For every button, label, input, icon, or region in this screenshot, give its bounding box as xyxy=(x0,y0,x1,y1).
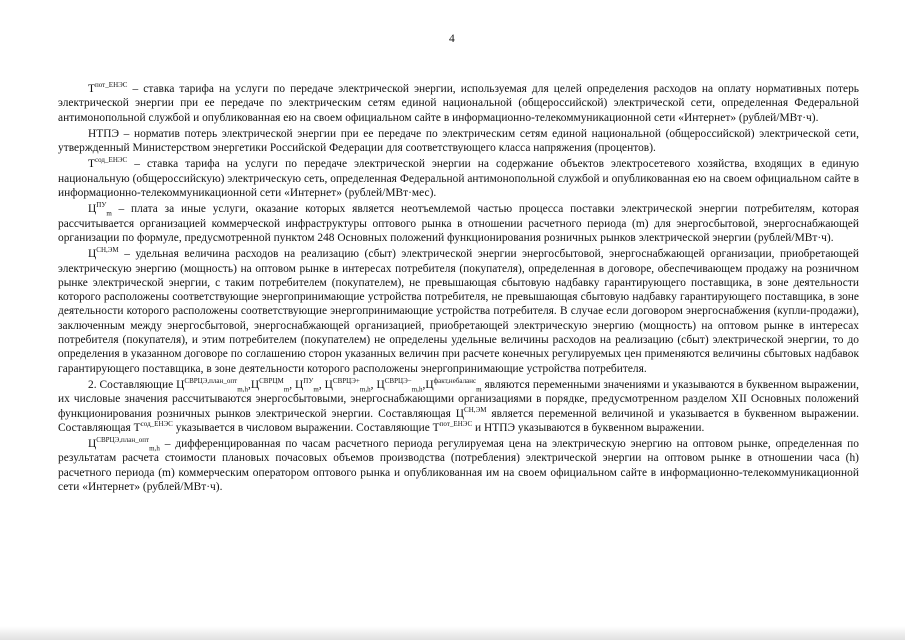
paragraph-tpot: $T^{пот\_ЕНЭС}$ – ставка тарифа на услуги по передаче электрической энергии, используемая для целей определения расходов на оплату нормативных потерь электрической энергии при ее передаче по электрическим сетям единой национальной (общероссийской) электрической сети, определенная Федеральной антимонопольной службой и опубликованная ею на своем официальном сайте в информационно-телекоммуникационной сети «Интернет» (рублей/МВт·ч). xyxy=(58,81,859,124)
symbol-tpot-2: $T^{пот\_ЕНЭС}$ xyxy=(432,420,473,434)
symbol-cn-em: $Ц^{СН,ЭМ}$ xyxy=(455,405,487,420)
document-body xyxy=(58,82,859,496)
paragraph-ntpe: НТПЭ – норматив потерь электрической энергии при ее передаче по электрическим сетям единой национальной (общероссийской) электрической сети, утвержденный Министерством энергетики Российской Федерации для соответствующего класса напряжения (процентов). xyxy=(58,127,859,155)
paragraph-components: 2. Составляющие $Ц^{СВРЦЭ,плaн\_опт}_{m,h},Ц^{СВРЦМ}_m$, $Ц^{ПУ}_m$, $Ц^{СВРЦЭ+}_{m,h}$, $Ц^{СВРЦЭ-}_{m,h},Ц^{факт,небаланс}_m$ являются переменными значениями и указываются в буквенном выражении, их числовые значения рассчитываются энергосбытовыми, энергоснабжающими организациями в порядке, предусмотренном разделом XII Основных положений функционирования розничных рынков электрической энергии. Составляющая $Ц^{СН,ЭМ}$ является переменной величиной и указывается в буквенном выражении. Составляющая $T^{сод\_ЕНЭС}$ указывается в числовом выражении. Составляющие $T^{пот\_ЕНЭС}$ и НТПЭ указываются в буквенном выражении. xyxy=(58,377,859,434)
symbol-tsod: $T^{сод\_ЕНЭС}$ xyxy=(88,156,128,171)
paragraph-svrce-plan-opt: $Ц^{СВРЦЭ,план\_опт}_{m,h}$ – дифференцированная по часам расчетного периода регулируемая цена на электрическую энергию на оптовом рынке, определенная по результатам расчета стоимости плановых почасовых объемов производства (потребления) электрической энергии на оптовом рынке в отношении часа (h) расчетного периода (m) коммерческим оператором оптового рынка и опубликованная им на своем официальном сайте в информационно-телекоммуникационной сети «Интернет» (рублей/МВт·ч). xyxy=(58,436,859,494)
symbol-fakt-nebalans: $Ц^{факт,небаланс}_m$ xyxy=(425,377,482,394)
paragraph-tsod: $T^{сод\_ЕНЭС}$ – ставка тарифа на услуги по передаче электрической энергии на содержание объектов электросетевого хозяйства, входящих в единую национальную (общероссийскую) электрическую сеть, определенная Федеральной антимонопольной службой и опубликованная ею на своем официальном сайте в информационно-телекоммуникационной сети «Интернет» (рублей/МВт·мес). xyxy=(58,156,859,200)
paragraph-tspu: $Ц^{ПУ}_m$ – плата за иные услуги, оказание которых является неотъемлемой частью процесса поставки электрической энергии потребителям, которая рассчитывается организацией коммерческой инфраструктуры оптового рынка в отношении расчетного периода (m) для энергосбытовой, энергоснабжающей организации по формуле, предусмотренной пунктом 248 Основных положений функционирования розничных рынков электрической энергии (рублей/МВт·ч). xyxy=(58,201,859,244)
symbol-svrce-plan: $Ц^{СВРЦЭ,плaн\_опт}_{m,h}$ xyxy=(176,377,248,394)
symbol-tssnem: $Ц^{СН,ЭМ}$ xyxy=(88,246,119,261)
symbol-pu: $Ц^{ПУ}_m$ xyxy=(295,377,319,394)
scan-bottom-edge xyxy=(0,626,905,640)
symbol-ntpe: НТПЭ xyxy=(88,127,120,140)
symbol-svrce-plus: $Ц^{СВРЦЭ+}_{m,h}$ xyxy=(324,377,371,394)
symbol-svrce-plan-opt: $Ц^{СВРЦЭ,план\_опт}_{m,h}$ xyxy=(88,436,160,453)
page-number: 4 xyxy=(449,33,455,45)
symbol-tspu: $Ц^{ПУ}_m$ xyxy=(88,201,112,218)
symbol-svrce-minus: $Ц^{СВРЦЭ-}_{m,h}$ xyxy=(376,377,423,394)
paragraph-tssnem: $Ц^{СН,ЭМ}$ – удельная величина расходов на реализацию (сбыт) электрической энергии энергосбытовой, энергоснабжающей организации, приобретающей электрическую энергию (мощность) на оптовом рынке в интересах потребителя (покупателя), определенная в договоре, обеспечивающем продажу на розничном рынке электрической энергии, с таким потребителем (покупателем), не превышающая сбытовую надбавку гарантирующего поставщика, в зоне деятельности которого расположены соответствующие энергопринимающие устройства потребителя, не превышающая сбытовую надбавку гарантирующего поставщика, в зоне деятельности которого расположены соответствующие энергопринимающие устройства потребителя. В случае если договором энергоснабжения (купли-продажи), заключенным между энергосбытовой, энергоснабжающей организацией, приобретающей электрическую энергию (мощность) на оптовом рынке в интересах потребителя (покупателя), и этим потребителем (покупателем) не определены удельные величины расходов на реализацию (сбыт) электрической энергии, то до определения в указанном договоре по соглашению сторон указанных величин при расчете конечных регулируемых цен применяются величины сбытовых надбавок гарантирующего поставщика, в зоне деятельности которого расположены энергопринимающие устройства потребителя. xyxy=(58,246,859,375)
symbol-svrcm: $Ц^{СВРЦМ}_m$ xyxy=(250,377,290,394)
symbol-tsod-2: $T^{сод\_ЕНЭС}$ xyxy=(133,420,173,434)
symbol-tpot: $T^{пот\_ЕНЭС}$ xyxy=(88,81,128,95)
